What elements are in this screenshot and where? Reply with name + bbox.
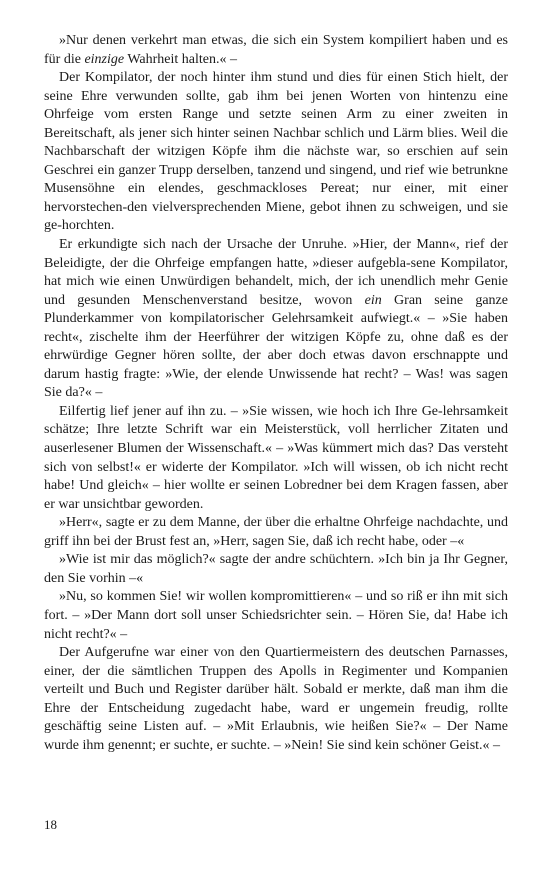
page-number: 18 (44, 817, 57, 832)
paragraph-3: Er erkundigte sich nach der Ursache der Unruhe. »Hier, der Mann«, rief der Beleidigte, der die Ohrfeige empfangen hatte, »dieser aufgebla-sene Kompilator, hat mich wie einen Unwürdigen behandelt, mich, der ich unendlich mehr Genie und gesunden Menschenverstand besitze, wovon ein Gran seine ganze Plunderkammer von kompilatorischer Gelehrsamkeit aufwiegt.« – »Sie haben recht«, zischelte ihm der Heerführer der witzigen Köpfe zu, ohne daß es der ehrwürdige Gegner hören sollte, der aber doch etwas davon erschnappte und darum hastig fragte: »Wie, der elende Unwissende hat recht? – Was! was sagen Sie da?« – (44, 237, 508, 401)
paragraph-7: »Nu, so kommen Sie! wir wollen kompromittieren« – und so riß er ihn mit sich fort. – »Der Mann dort soll unser Schiedsrichter sein. – Hören Sie, da! Habe ich nicht recht?« – (44, 589, 508, 642)
paragraph-2: Der Kompilator, der noch hinter ihm stund und dies für einen Stich hielt, der seine Ehre verwunden sollte, gab ihm bei jenen Worten von hintenzu eine Ohrfeige vom ersten Range und setzte seinen Arm zu einer zweiten in Bereitschaft, als jener sich hinter seinen Nachbar schlich und Lärm blies. Weil die Nachbarschaft der witzigen Köpfe ihm die nächste war, so erschien auf sein Geschrei ein ganzer Trupp derselben, tanzend und singend, und rief wie betrunkne Musensöhne ein elendes, geschmackloses Pereat; nur einer, mit einer hervorstechen-den vielversprechenden Miene, gebot ihnen zu schweigen, und sie ge-horchten. (44, 70, 508, 234)
paragraph-5: »Herr«, sagte er zu dem Manne, der über die erhaltne Ohrfeige nachdachte, und griff ihn bei der Brust fest an, »Herr, sagen Sie, daß ich recht habe, oder –« (44, 515, 508, 549)
page-text-block (44, 32, 508, 755)
paragraph-1: »Nur denen verkehrt man etwas, die sich ein System kompiliert haben und es für die einzige Wahrheit halten.« – (44, 33, 508, 67)
paragraph-4: Eilfertig lief jener auf ihn zu. – »Sie wissen, wie hoch ich Ihre Ge-lehrsamkeit schätze; Ihre letzte Schrift war ein Meisterstück, voll herrlicher Zitaten und auserlesener Blumen der Wissenschaft.« – »Was kümmert mich das? Das versteht sich von selbst!« er widerte der Kompilator. »Ich will wissen, ob ich nicht recht habe! Und gleich« – hier wollte er seinen Lobredner bei dem Kragen fassen, aber er war unsichtbar geworden. (44, 403, 508, 512)
paragraph-6: »Wie ist mir das möglich?« sagte der andre schüchtern. »Ich bin ja Ihr Gegner, den Sie vorhin –« (44, 552, 508, 586)
paragraph-8: Der Aufgerufne war einer von den Quartiermeistern des deutschen Parnasses, einer, der die sämtlichen Truppen des Apolls in Regimenter und Kompanien verteilt und Buch und Register darüber hält. Sobald er merkte, daß man ihm die Ehre der Entscheidung zugedacht habe, ward er ungemein freudig, rollte geschäftig seine Listen auf. – »Mit Erlaubnis, wie heißen Sie?« – Der Name wurde ihm genennt; er suchte, er suchte. – »Nein! Sie sind kein schöner Geist.« – (44, 645, 508, 753)
